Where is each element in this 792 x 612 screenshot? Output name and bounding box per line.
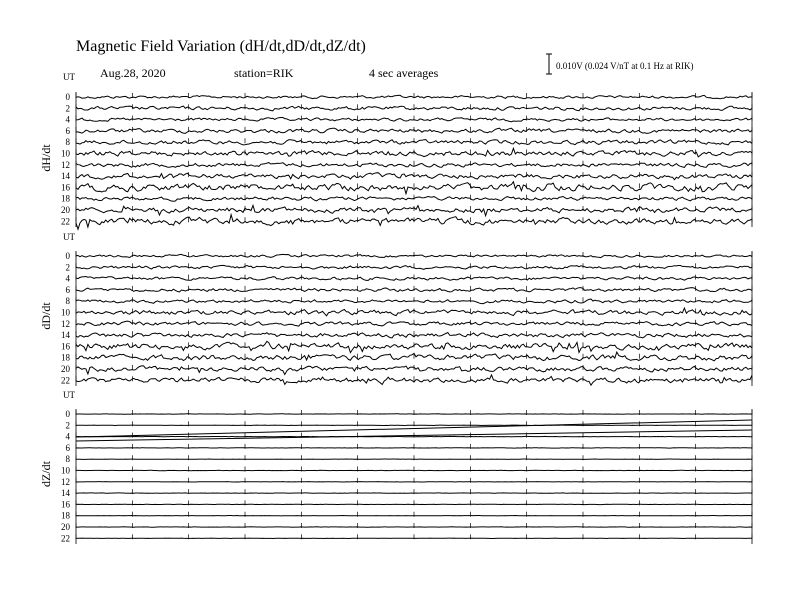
row-tick-label: 10 <box>61 465 70 476</box>
row-tick-label: 0 <box>65 92 70 102</box>
y-axis-label: dD/dt <box>39 302 53 330</box>
chart-title: Magnetic Field Variation (dH/dt,dD/dt,dZ/dt) <box>76 38 366 55</box>
row-tick-label: 22 <box>61 216 70 227</box>
row-tick-label: 2 <box>65 420 70 431</box>
row-tick-label: 4 <box>65 431 70 442</box>
row-tick-label: 16 <box>61 182 70 193</box>
averaging-label: 4 sec averages <box>369 66 439 80</box>
row-tick-label: 6 <box>65 442 70 453</box>
row-tick-label: 22 <box>61 533 70 544</box>
row-tick-label: 2 <box>65 262 70 273</box>
date-label: Aug.28, 2020 <box>100 66 166 80</box>
row-tick-label: 18 <box>61 510 70 521</box>
row-tick-label: 8 <box>65 454 70 465</box>
row-tick-label: 4 <box>65 114 70 125</box>
row-tick-label: 16 <box>61 341 70 352</box>
row-tick-label: 14 <box>61 171 70 182</box>
row-tick-label: 12 <box>61 476 70 487</box>
row-tick-label: 12 <box>61 318 70 329</box>
y-axis-label: dZ/dt <box>39 461 53 487</box>
row-tick-label: 6 <box>65 125 70 136</box>
trace-drift <box>76 430 752 441</box>
trace-line <box>76 366 752 375</box>
ut-label: UT <box>63 232 75 242</box>
row-tick-label: 18 <box>61 352 70 363</box>
row-tick-label: 10 <box>61 307 70 318</box>
row-tick-label: 16 <box>61 499 70 510</box>
y-axis-label: dH/dt <box>39 144 53 172</box>
row-tick-label: 18 <box>61 193 70 204</box>
row-tick-label: 4 <box>65 273 70 284</box>
row-tick-label: 14 <box>61 330 70 341</box>
row-tick-label: 20 <box>61 364 70 374</box>
ut-label: UT <box>63 390 75 400</box>
row-tick-label: 14 <box>61 488 70 499</box>
row-tick-label: 6 <box>65 284 70 295</box>
scale-bar-label: 0.010V (0.024 V/nT at 0.1 Hz at RIK) <box>556 61 694 71</box>
row-tick-label: 10 <box>61 148 70 159</box>
row-tick-label: 20 <box>61 522 70 532</box>
row-tick-label: 8 <box>65 137 70 148</box>
station-label: station=RIK <box>234 66 294 80</box>
row-tick-label: 12 <box>61 159 70 170</box>
row-tick-label: 2 <box>65 103 70 114</box>
row-tick-label: 8 <box>65 296 70 307</box>
row-tick-label: 22 <box>61 375 70 386</box>
row-tick-label: 20 <box>61 205 70 215</box>
row-tick-label: 0 <box>65 409 70 419</box>
ut-label: UT <box>63 72 75 82</box>
row-tick-label: 0 <box>65 251 70 261</box>
